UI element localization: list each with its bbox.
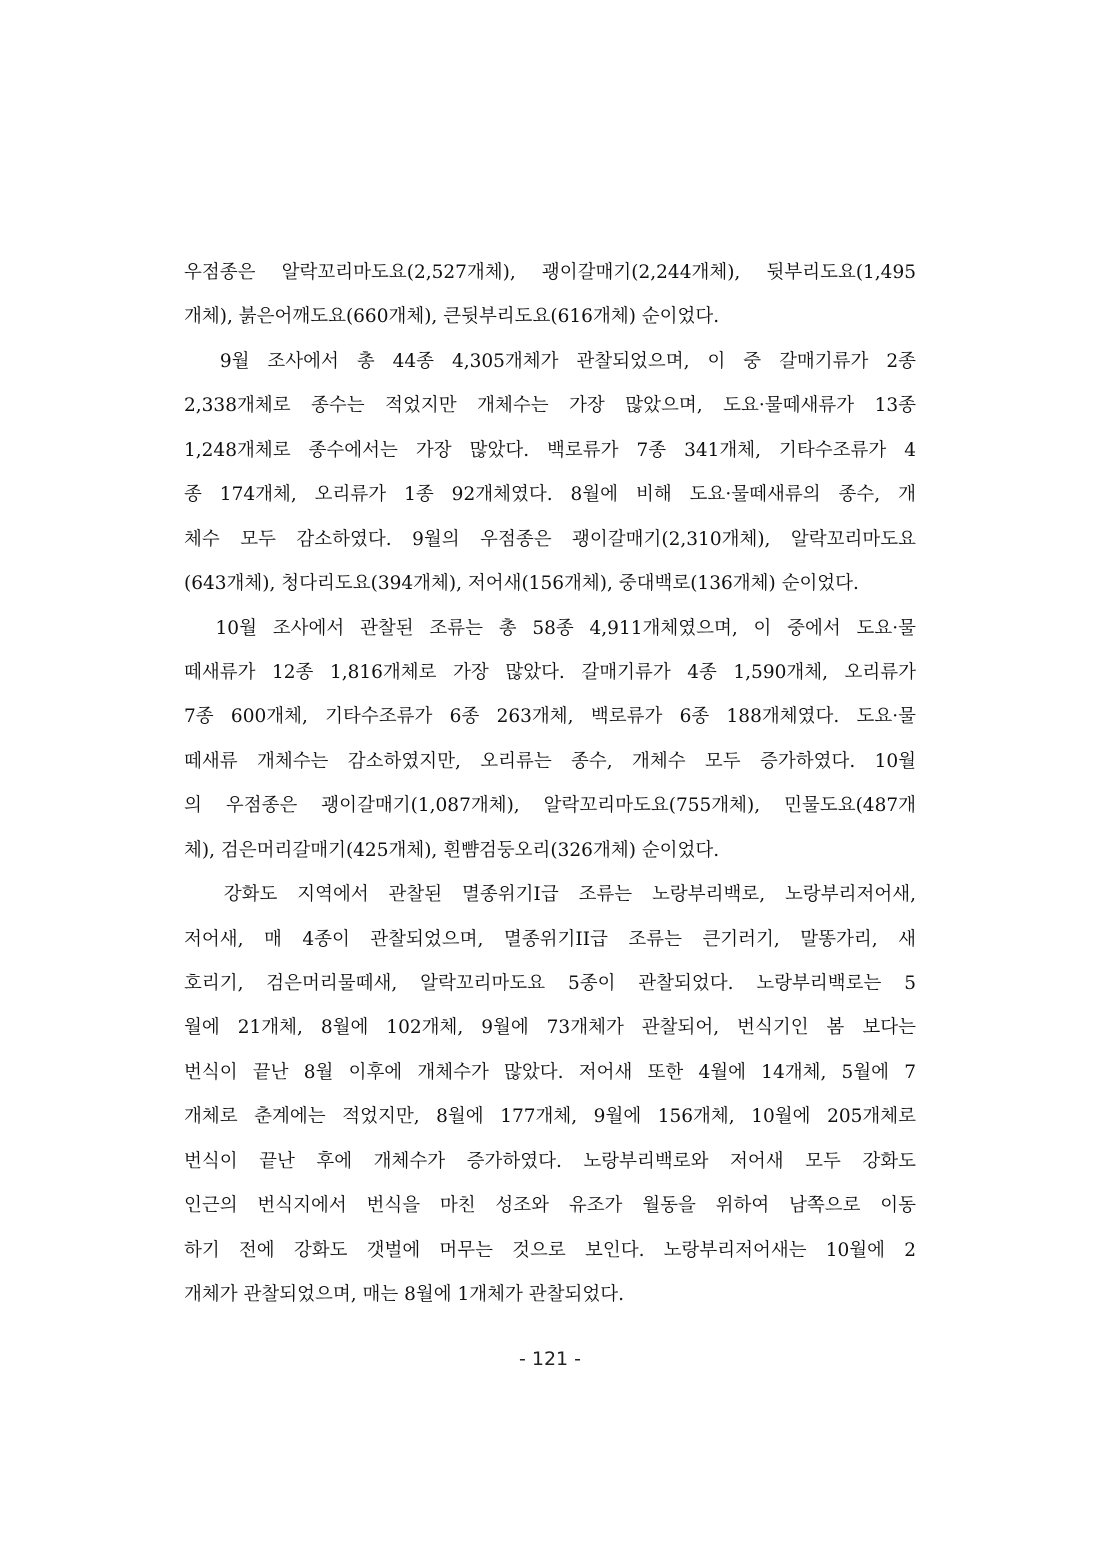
text-line: 번식이 끝난 후에 개체수가 증가하였다. 노랑부리백로와 저어새 모두 강화도 bbox=[184, 1150, 916, 1172]
text-line: 저어새, 매 4종이 관찰되었으며, 멸종위기II급 조류는 큰기러기, 말똥가리, 새 bbox=[184, 928, 916, 950]
text-line: 1,248개체로 종수에서는 가장 많았다. 백로류가 7종 341개체, 기타수조류가 4 bbox=[184, 439, 916, 461]
text-line: 개체가 관찰되었으며, 매는 8월에 1개체가 관찰되었다. bbox=[184, 1284, 624, 1306]
text-line: 10월 조사에서 관찰된 조류는 총 58종 4,911개체였으며, 이 중에서 도요·물 bbox=[184, 617, 916, 639]
text-line: 떼새류가 12종 1,816개체로 가장 많았다. 갈매기류가 4종 1,590개체, 오리류가 bbox=[184, 661, 916, 683]
text-line: 인근의 번식지에서 번식을 마친 성조와 유조가 월동을 위하여 남쪽으로 이동 bbox=[184, 1195, 916, 1217]
text-line: 종 174개체, 오리류가 1종 92개체였다. 8월에 비해 도요·물떼새류의 종수, 개 bbox=[184, 484, 916, 506]
text-line: 의 우점종은 괭이갈매기(1,087개체), 알락꼬리마도요(755개체), 민물도요(487개 bbox=[184, 795, 916, 817]
text-line: 강화도 지역에서 관찰된 멸종위기I급 조류는 노랑부리백로, 노랑부리저어새, bbox=[184, 884, 916, 906]
text-line: 개체), 붉은어깨도요(660개체), 큰뒷부리도요(616개체) 순이었다. bbox=[184, 306, 720, 328]
body-text bbox=[184, 251, 916, 1318]
text-line: 번식이 끝난 8월 이후에 개체수가 많았다. 저어새 또한 4월에 14개체, 5월에 7 bbox=[184, 1061, 916, 1083]
page-number: - 121 - bbox=[518, 1348, 582, 1370]
text-line: 체), 검은머리갈매기(425개체), 흰뺨검둥오리(326개체) 순이었다. bbox=[184, 839, 720, 861]
text-line: (643개체), 청다리도요(394개체), 저어새(156개체), 중대백로(136개체) 순이었다. bbox=[184, 573, 859, 595]
text-line: 우점종은 알락꼬리마도요(2,527개체), 괭이갈매기(2,244개체), 뒷부리도요(1,495 bbox=[184, 262, 916, 283]
text-line: 2,338개체로 종수는 적었지만 개체수는 가장 많았으며, 도요·물떼새류가 13종 bbox=[184, 395, 916, 417]
text-line: 9월 조사에서 총 44종 4,305개체가 관찰되었으며, 이 중 갈매기류가 2종 bbox=[184, 350, 916, 372]
text-line: 떼새류 개체수는 감소하였지만, 오리류는 종수, 개체수 모두 증가하였다. 10월 bbox=[184, 750, 916, 772]
text-line: 하기 전에 강화도 갯벌에 머무는 것으로 보인다. 노랑부리저어새는 10월에 2 bbox=[184, 1239, 916, 1261]
text-line: 월에 21개체, 8월에 102개체, 9월에 73개체가 관찰되어, 번식기인 봄 보다는 bbox=[184, 1017, 916, 1039]
text-line: 호리기, 검은머리물떼새, 알락꼬리마도요 5종이 관찰되었다. 노랑부리백로는 5 bbox=[184, 973, 916, 994]
text-line: 체수 모두 감소하였다. 9월의 우점종은 괭이갈매기(2,310개체), 알락꼬리마도요 bbox=[184, 528, 916, 550]
text-line: 7종 600개체, 기타수조류가 6종 263개체, 백로류가 6종 188개체였다. 도요·물 bbox=[184, 706, 916, 728]
text-line: 개체로 춘계에는 적었지만, 8월에 177개체, 9월에 156개체, 10월에 205개체로 bbox=[184, 1106, 916, 1128]
